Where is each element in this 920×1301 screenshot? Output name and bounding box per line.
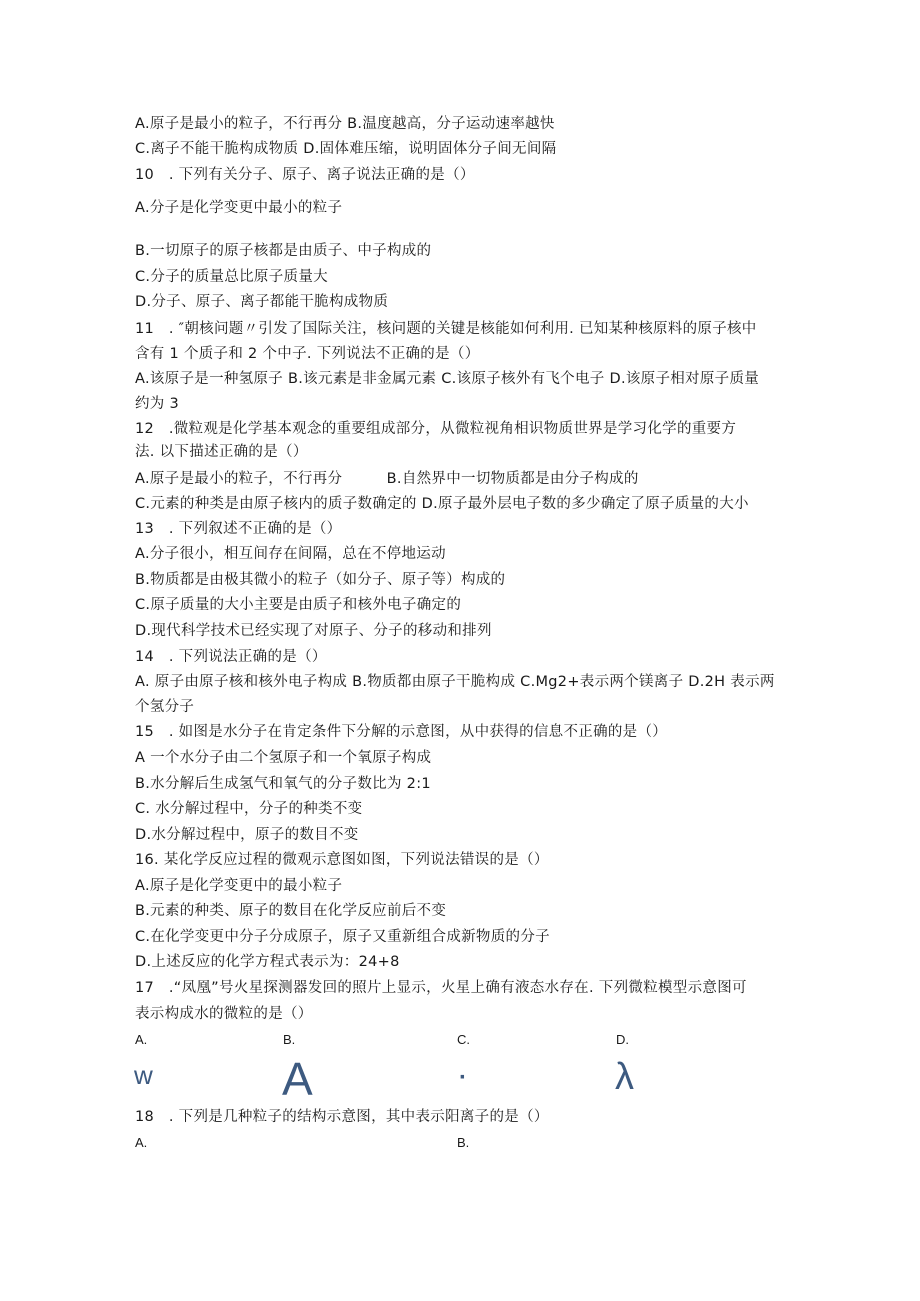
text-line: A. 原子由原子核和核外电子构成 B.物质都由原子干脆构成 C.Mg2+表示两个镁离子 D.2H 表示两 [135,674,775,690]
text-line: B.元素的种类、原子的数目在化学反应前后不变 [135,903,447,919]
text-line: 含有 1 个质子和 2 个中子. 下列说法不正确的是（） [135,346,480,362]
option-label-d: D. [616,1032,629,1047]
text-line: 个氢分子 [135,699,195,715]
option-label-a: A. [135,1032,148,1047]
question-10: 10 . 下列有关分子、原子、离子说法正确的是（） [135,167,475,183]
text-line: D.分子、原子、离子都能干脆构成物质 [135,294,389,310]
molecule-model-c: · [459,1064,467,1091]
molecule-model-b: A [282,1053,313,1105]
question-13: 13 . 下列叙述不正确的是（） [135,521,342,537]
text-line: C. 水分解过程中，分子的种类不变 [135,801,363,817]
text-line: D.现代科学技术已经实现了对原子、分子的移动和排列 [135,623,492,639]
question-12: 12 .微粒观是化学基本观念的重要组成部分，从微粒视角相识物质世界是学习化学的重要方 [135,421,737,437]
text-line: B.水分解后生成氢气和氧气的分子数比为 2:1 [135,776,431,792]
text-line: A.原子是化学变更中的最小粒子 [135,878,343,894]
text-line: A 一个水分子由二个氢原子和一个氧原子构成 [135,750,432,766]
text-line: B.物质都是由极其微小的粒子（如分子、原子等）构成的 [135,572,506,588]
question-15: 15 . 如图是水分子在肯定条件下分解的示意图，从中获得的信息不正确的是（） [135,724,668,740]
question-18: 18 . 下列是几种粒子的结构示意图，其中表示阳离子的是（） [135,1109,549,1125]
text-line: C.元素的种类是由原子核内的质子数确定的 D.原子最外层电子数的多少确定了原子质量的大小 [135,496,749,512]
text-line: C.原子质量的大小主要是由质子和核外电子确定的 [135,597,462,613]
molecule-model-d: λ [615,1056,634,1098]
question-14: 14 . 下列说法正确的是（） [135,649,327,665]
text-line: 约为 3 [135,396,180,412]
text-line: C.在化学变更中分子分成原子，原子又重新组合成新物质的分子 [135,929,550,945]
text-line: A.原子是最小的粒子，不行再分 B.自然界中一切物质都是由分子构成的 [135,471,639,487]
question-16: 16. 某化学反应过程的微观示意图如图，下列说法错误的是（） [135,852,549,868]
text-line: A.分子是化学变更中最小的粒子 [135,200,343,216]
option-label-c: C. [457,1032,470,1047]
text-line: 表示构成水的微粒的是（） [135,1006,313,1022]
text-line: A.该原子是一种氢原子 B.该元素是非金属元素 C.该原子核外有飞个电子 D.该原子相对原子质量 [135,371,760,387]
text-line: D.水分解过程中，原子的数目不变 [135,827,359,843]
text-line: B.一切原子的原子核都是由质子、中子构成的 [135,243,432,259]
question-17: 17 .“凤凰”号火星探测器发回的照片上显示，火星上确有液态水存在. 下列微粒模型示意图可 [135,980,747,996]
text-line: D.上述反应的化学方程式表示为：24+8 [135,954,400,970]
question-11: 11 . ″朝核问题〃引发了国际关注，核问题的关键是核能如何利用. 已知某种核原料的原子核中 [135,321,757,337]
option-label-b: B. [457,1135,470,1150]
option-label-b: B. [283,1032,296,1047]
molecule-model-a: w [134,1060,153,1090]
text-line: 法. 以下描述正确的是（） [135,444,308,460]
text-line: C.分子的质量总比原子质量大 [135,269,328,285]
text-line: A.原子是最小的粒子，不行再分 B.温度越高，分子运动速率越快 [135,116,555,132]
text-line: A.分子很小，相互间存在间隔，总在不停地运动 [135,546,446,562]
text-line: C.离子不能干脆构成物质 D.固体难压缩，说明固体分子间无间隔 [135,141,557,157]
option-label-a: A. [135,1135,148,1150]
